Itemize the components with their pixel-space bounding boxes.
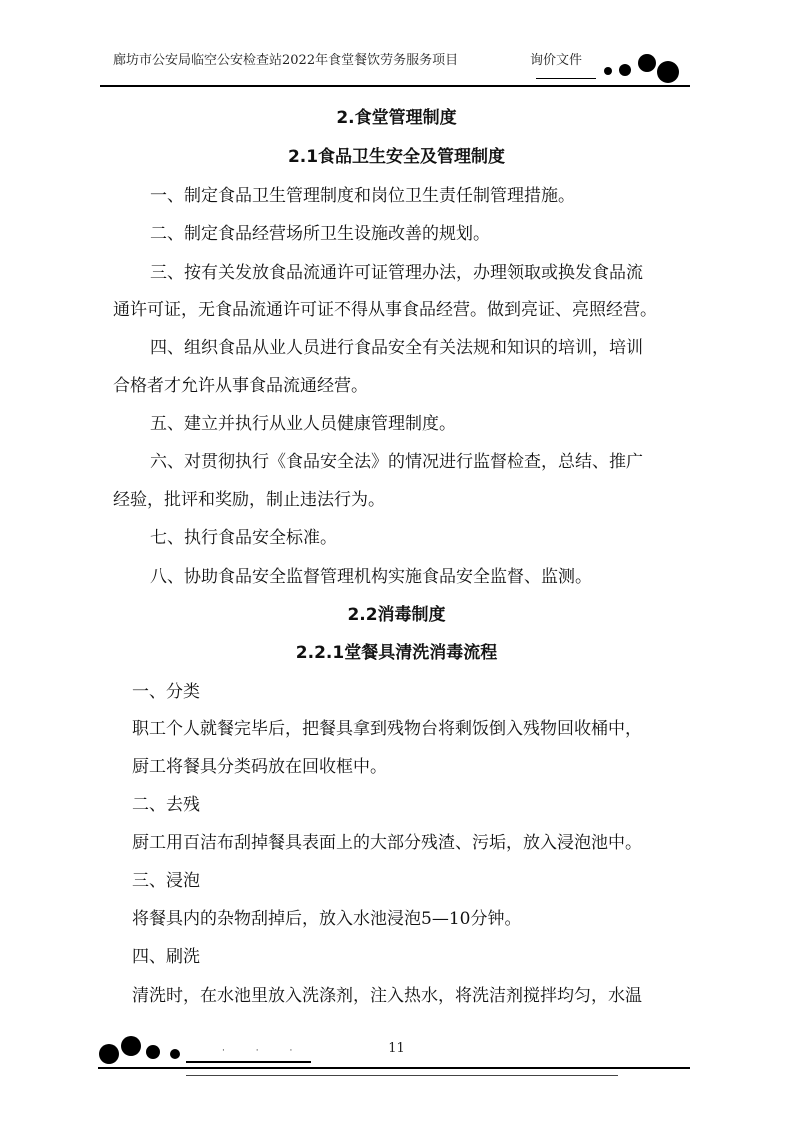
paragraph-line: 清洗时，在水池里放入洗涤剂，注入热水，将洗洁剂搅拌均匀，水温: [132, 986, 642, 1006]
paragraph-line: 职工个人就餐完毕后，把餐具拿到残物台将剩饭倒入残物回收桶中，: [132, 719, 642, 739]
paragraph-line: 一、制定食品卫生管理制度和岗位卫生责任制管理措施。: [150, 186, 575, 206]
paragraph-line: 六、对贯彻执行《食品安全法》的情况进行监督检查，总结、推广: [150, 452, 643, 472]
header-rule: [100, 85, 690, 87]
paragraph-line: 厨工将餐具分类码放在回收框中。: [132, 757, 387, 777]
paragraph-line: 三、按有关发放食品流通许可证管理办法，办理领取或换发食品流: [150, 263, 643, 283]
page-number: 11: [388, 1041, 405, 1056]
paragraph-line: 二、去残: [132, 795, 200, 815]
section-heading-2-2-1: 2.2.1堂餐具清洗消毒流程: [295, 643, 498, 663]
paragraph-line: 三、浸泡: [132, 871, 200, 891]
paragraph-line: 四、组织食品从业人员进行食品安全有关法规和知识的培训，培训: [150, 338, 643, 358]
paragraph-line: 二、制定食品经营场所卫生设施改善的规划。: [150, 224, 490, 244]
paragraph-line: 一、分类: [132, 682, 200, 702]
header-title: 廊坊市公安局临空公安检查站2022年食堂餐饮劳务服务项目: [113, 53, 459, 68]
paragraph-line: 将餐具内的杂物刮掉后，放入水池浸泡5—10分钟。: [132, 909, 522, 929]
footer-short-rule: [186, 1061, 311, 1063]
paragraph-line: 厨工用百洁布刮掉餐具表面上的大部分残渣、污垢，放入浸泡池中。: [132, 833, 642, 853]
section-heading-2-1: 2.1食品卫生安全及管理制度: [287, 147, 506, 167]
paragraph-line: 合格者才允许从事食品流通经营。: [113, 376, 368, 396]
paragraph-line: 四、刷洗: [132, 947, 200, 967]
footer-rule: [98, 1067, 690, 1069]
paragraph-line: 五、建立并执行从业人员健康管理制度。: [150, 414, 456, 434]
section-heading-2-2: 2.2消毒制度: [347, 605, 446, 625]
paragraph-line: 七、执行食品安全标准。: [150, 528, 337, 548]
header-dot-4: [657, 61, 679, 83]
header-dot-1: [604, 67, 612, 75]
paragraph-line: 八、协助食品安全监督管理机构实施食品安全监督、监测。: [150, 567, 592, 587]
header-doc-type-underline: [536, 78, 596, 79]
paragraph-line: 通许可证，无食品流通许可证不得从事食品经营。做到亮证、亮照经营。: [113, 300, 657, 320]
header-dot-3: [638, 54, 656, 72]
paragraph-line: 经验，批评和奖励，制止违法行为。: [113, 490, 385, 510]
footer-thin-rule: [186, 1075, 618, 1076]
section-heading-main: 2.食堂管理制度: [336, 108, 457, 128]
footer-specks: · · ·: [222, 1046, 307, 1056]
header-dot-2: [619, 64, 631, 76]
header-doc-type: 询价文件: [530, 53, 583, 68]
